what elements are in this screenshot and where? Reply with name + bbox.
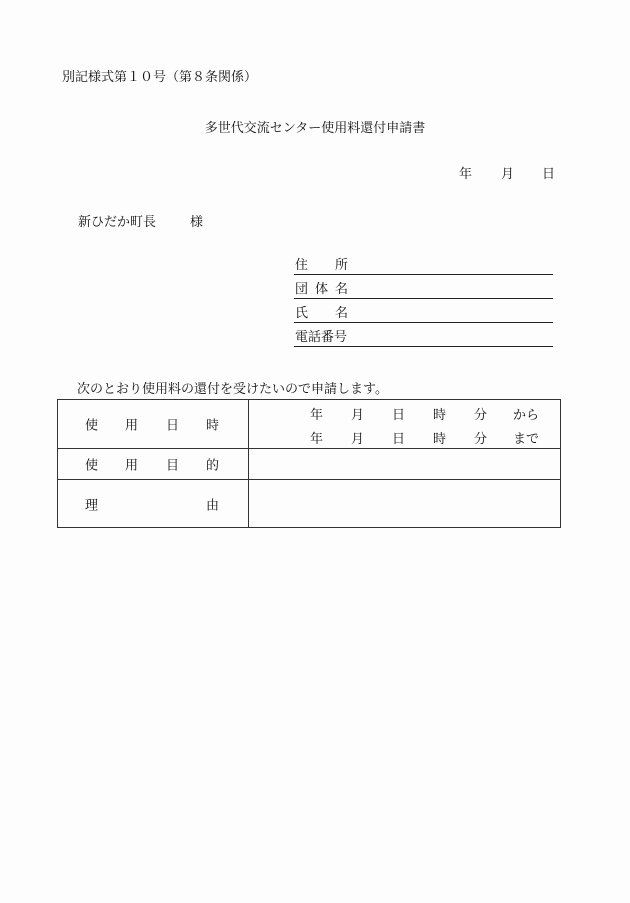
to-month: 月 <box>351 432 365 447</box>
addressee-honorific: 様 <box>190 215 204 230</box>
table-row-reason <box>58 480 561 528</box>
label-char: 時 <box>206 418 220 434</box>
applicant-group-label-3: 名 <box>335 282 349 297</box>
label-char: 由 <box>206 498 220 513</box>
usage-datetime-label <box>58 400 249 449</box>
intro-text: 次のとおり使用料の還付を受けたいので申請します。 <box>77 382 388 397</box>
table-row-usage-datetime <box>58 400 561 449</box>
reason-value[interactable] <box>249 480 561 528</box>
usage-datetime-value[interactable] <box>249 400 561 449</box>
applicant-address-label-1: 住 <box>295 258 309 273</box>
table-row-usage-purpose <box>58 449 561 480</box>
from-minute: 分 <box>474 408 488 423</box>
applicant-group-field[interactable] <box>294 280 553 299</box>
addressee-name: 新ひだか町長 <box>78 215 157 230</box>
applicant-address-label-2: 所 <box>335 258 349 273</box>
reason-label <box>58 480 249 528</box>
label-char: 用 <box>125 418 139 434</box>
date-year: 年 <box>459 167 473 182</box>
label-char: 目 <box>166 458 180 474</box>
date-day: 日 <box>542 167 556 182</box>
label-char: 使 <box>85 458 99 474</box>
usage-purpose-label <box>58 449 249 480</box>
from-month: 月 <box>351 408 365 423</box>
application-table <box>57 399 561 528</box>
from-suffix: から <box>513 408 540 423</box>
label-char: 理 <box>85 498 99 513</box>
applicant-group-label-1: 団 <box>295 282 309 297</box>
to-year: 年 <box>310 432 324 447</box>
applicant-phone-field[interactable] <box>294 328 553 347</box>
form-number: 別記様式第１０号（第８条関係） <box>62 70 258 85</box>
label-char: 日 <box>166 418 180 434</box>
to-minute: 分 <box>474 432 488 447</box>
from-year: 年 <box>310 408 324 423</box>
to-day: 日 <box>392 432 406 447</box>
document-title: 多世代交流センター使用料還付申請書 <box>204 121 426 136</box>
label-char: 的 <box>206 458 220 474</box>
from-hour: 時 <box>433 408 447 423</box>
addressee <box>78 211 203 230</box>
applicant-name-label-2: 名 <box>335 306 349 321</box>
date-month: 月 <box>501 167 515 182</box>
applicant-address-field[interactable] <box>294 256 553 275</box>
to-hour: 時 <box>433 432 447 447</box>
label-char: 用 <box>125 458 139 474</box>
applicant-name-field[interactable] <box>294 304 553 323</box>
to-suffix: まで <box>513 432 540 447</box>
applicant-name-label-1: 氏 <box>295 306 309 321</box>
label-char: 使 <box>85 418 99 434</box>
applicant-phone-label: 電話番号 <box>295 330 348 345</box>
applicant-group-label-2: 体 <box>315 282 329 297</box>
usage-purpose-value[interactable] <box>249 449 561 480</box>
from-day: 日 <box>392 408 406 423</box>
